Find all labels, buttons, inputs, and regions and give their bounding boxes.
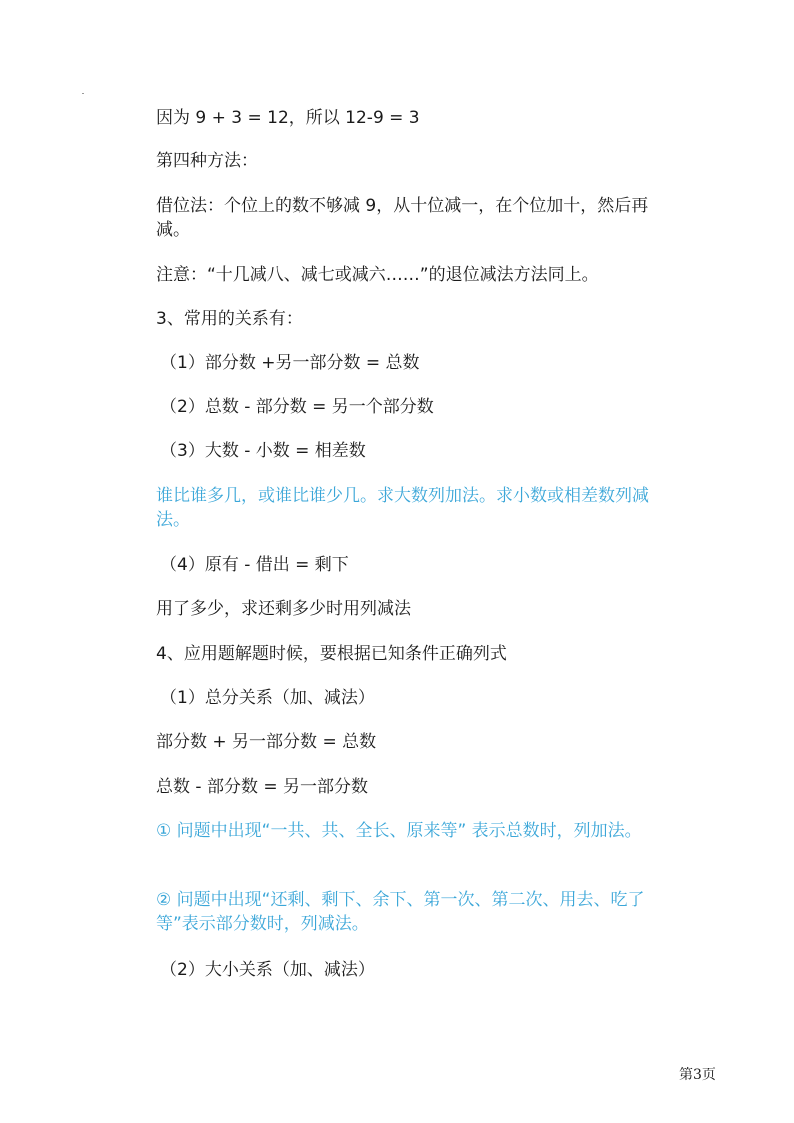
text-line-2: 第四种方法： — [156, 151, 258, 171]
text-line-14: 部分数 + 另一部分数 = 总数 — [156, 732, 377, 752]
text-line-11: 用了多少，求还剩多少时用列减法 — [156, 599, 411, 619]
page-number: 第3页 — [679, 1067, 716, 1083]
text-line-17: ② 问题中出现“还剩、剩下、余下、第一次、第二次、用去、吃了等”表示部分数时，列减法。 — [156, 890, 645, 934]
page-mark — [82, 93, 84, 94]
text-line-4: 注意：“十几减八、减七或减六……”的退位减法方法同上。 — [156, 265, 599, 285]
text-line-7: （2）总数 - 部分数 = 另一个部分数 — [160, 397, 434, 417]
text-line-6: （1）部分数 +另一部分数 = 总数 — [160, 353, 420, 373]
text-line-3: 借位法：个位上的数不够减 9，从十位减一，在个位加十，然后再减。 — [156, 196, 649, 240]
text-line-16: ① 问题中出现“一共、共、全长、原来等” 表示总数时，列加法。 — [156, 821, 642, 841]
text-line-10: （4）原有 - 借出 = 剩下 — [160, 555, 349, 575]
text-line-5: 3、常用的关系有： — [156, 309, 303, 329]
text-line-13: （1）总分关系（加、减法） — [160, 688, 375, 708]
text-line-15: 总数 - 部分数 = 另一部分数 — [156, 777, 368, 797]
text-line-12: 4、应用题解题时候，要根据已知条件正确列式 — [156, 644, 507, 664]
text-line-18: （2）大小关系（加、减法） — [160, 960, 375, 980]
text-line-8: （3）大数 - 小数 = 相差数 — [160, 441, 366, 461]
text-line-9: 谁比谁多几，或谁比谁少几。求大数列加法。求小数或相差数列减法。 — [156, 486, 649, 530]
text-line-1: 因为 9 + 3 = 12，所以 12-9 = 3 — [156, 108, 420, 128]
